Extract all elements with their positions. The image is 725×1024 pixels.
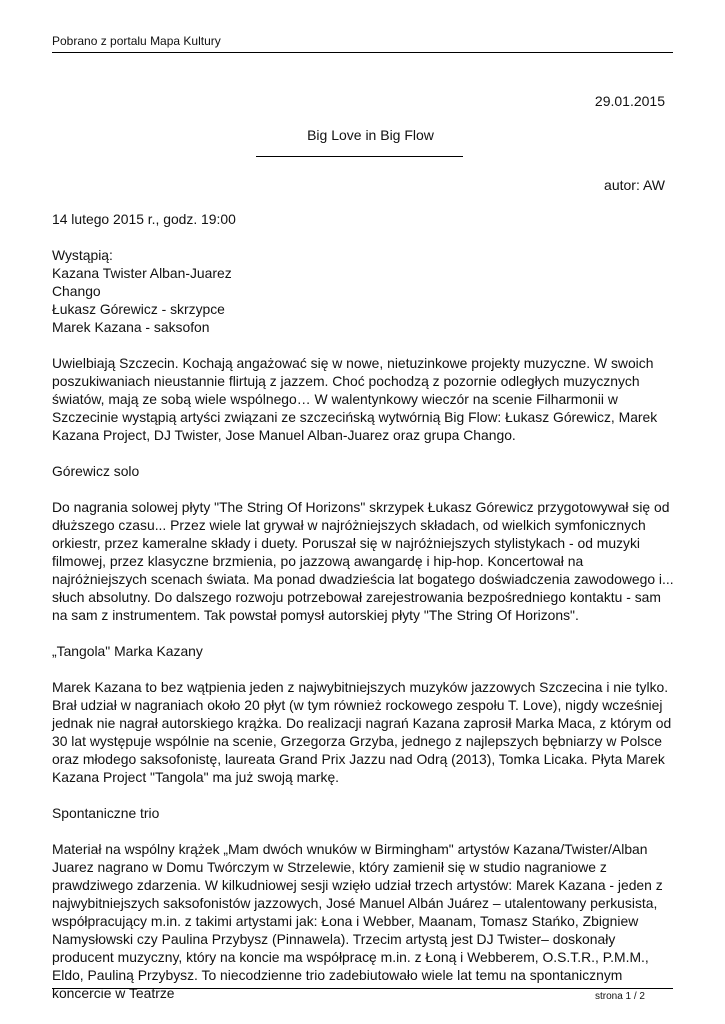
section-paragraph: Marek Kazana to bez wątpienia jeden z najwybitniejszych muzyków jazzowych Szczecina i nie tylko. Brał udział w nagraniach około 20 płyt (w tym również rockowego zespołu T. Love), nigdy wcześniej jednak nie nagrał autorskiego krążka. Do realizacji nagrań Kazana zaprosił Marka Maca, z którym od 30 lat występuje wspólnie na scenie, Grzegorza Grzyba, jednego z najlepszych bębniarzy w Polsce oraz młodego saksofonistę, laureata Grand Prix Jazzu nad Odrą (2013), Tomka Licaka. Płyta Marek Kazana Project "Tangola" ma już swoją markę.: [52, 679, 672, 785]
section-heading: Górewicz solo: [52, 463, 140, 479]
section-paragraph: Materiał na wspólny krążek „Mam dwóch wnuków w Birmingham" artystów Kazana/Twister/Alban Juarez nagrano w Domu Twórczym w Strzelewie, który zamienił się w studio nagraniowe z prawdziwego zdarzenia. W kilkudniowej sesji wzięło udział trzech artystów: Marek Kazana - jeden z najwybitniejszych saksofonistów jazzowych, José Manuel Albán Juárez – utalentowany perkusista, współpracujący m.in. z takimi artystami jak: Łona i Webber, Maanam, Tomasz Stańko, Zbigniew Namysłowski czy Paulina Przybysz (Pinnawela). Trzecim artystą jest DJ Twister– doskonały producent muzyczny, który na koncie ma współpracę m.in. z Łoną i Webberem, O.S.T.R., P.M.M., Eldo, Pauliną Przybysz. To niecodzienne trio zadebiutowało wiele lat temu na spontanicznym koncercie w Teatrze: [52, 841, 663, 1001]
title-underline: [256, 156, 463, 157]
page-number: strona 1 / 2: [594, 991, 645, 1002]
author-line: autor: AW: [604, 177, 665, 193]
performer-item: Marek Kazana - saksofon: [52, 319, 210, 335]
performers-block: [52, 246, 678, 336]
article-body: [52, 210, 678, 1020]
section-heading: Spontaniczne trio: [52, 805, 160, 821]
intro-paragraph: Uwielbiają Szczecin. Kochają angażować się w nowe, nietuzinkowe projekty muzyczne. W swoich poszukiwaniach nieustannie flirtują z jazzem. Choć pochodzą z pozornie odległych muzycznych światów, mają ze sobą wiele wspólnego… W walentynkowy wieczór na scenie Filharmonii w Szczecinie wystąpią artyści związani ze szczecińską wytwórnią Big Flow: Łukasz Górewicz, Marek Kazana Project, DJ Twister, Jose Manuel Alban-Juarez oraz grupa Chango.: [52, 355, 658, 443]
performer-item: Kazana Twister Alban-Juarez: [52, 265, 232, 281]
performer-item: Łukasz Górewicz - skrzypce: [52, 301, 225, 317]
publication-date: 29.01.2015: [594, 93, 665, 109]
section-paragraph: Do nagrania solowej płyty "The String Of Horizons" skrzypek Łukasz Górewicz przygotowywał się od dłuższego czasu... Przez wiele lat grywał w najróżniejszych składach, od wielkich symfonicznych orkiestr, przez kameralne składy i duety. Poruszał się w najróżniejszych stylistykach - od muzyki filmowej, przez klasyczne brzmienia, po jazzową awangardę i hip-hop. Koncertował na najróżniejszych scenach świata. Ma ponad dwadzieścia lat bogatego doświadczenia zawodowego i... słuch absolutny. Do dalszego rozwoju potrzebował zarejestrowania bezpośredniego kontaktu - sam na sam z instrumentem. Tak powstał pomysł autorskiej płyty "The String Of Horizons".: [52, 499, 674, 623]
section-heading: „Tangola" Marka Kazany: [52, 643, 203, 659]
article-title: Big Love in Big Flow: [307, 127, 434, 143]
header-divider: [52, 52, 673, 53]
download-source: Pobrano z portalu Mapa Kultury: [52, 34, 221, 48]
footer-divider: [52, 988, 673, 989]
event-date: 14 lutego 2015 r., godz. 19:00: [52, 211, 236, 227]
performer-item: Chango: [52, 283, 101, 299]
performers-heading: Wystąpią:: [52, 247, 113, 263]
